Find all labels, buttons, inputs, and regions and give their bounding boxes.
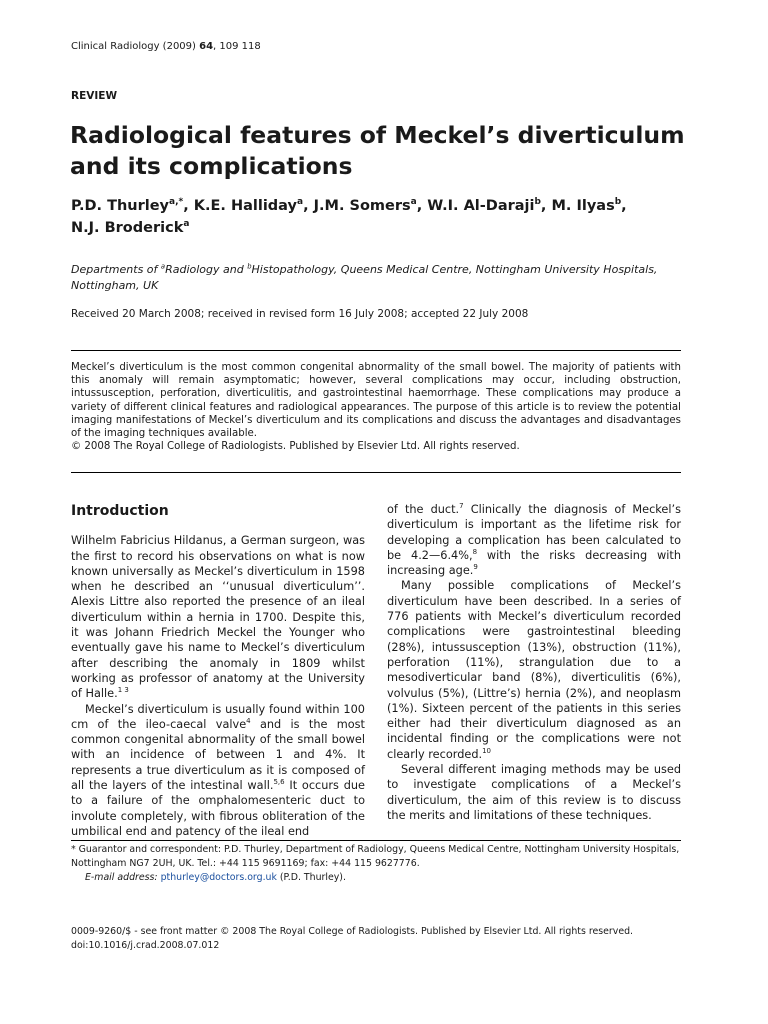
author-separator: ,: [183, 198, 194, 214]
abstract: [71, 361, 681, 453]
footnote: [71, 843, 681, 885]
paragraph-text: and is the most common congenital abnormality of the small bowel with an incidence of between 1 and 4%. It represents a true diverticulum as it is composed of all the layers of the intestinal wall.: [71, 717, 365, 793]
author-name: J.M. Somers: [313, 198, 411, 214]
affiliation-dept-a: Radiology and: [165, 263, 248, 276]
email-label: E-mail address:: [85, 872, 158, 883]
paragraph-text: Many possible complications of Meckel’s diverticulum have been described. In a series of 776 patients with Meckel’s diverticulum recorded complications were gastrointestinal bleeding (28%), intussusception (13%), obstruction (11%), perforation (11%), strangulation due to a mesodiverticular band (8%), diverticulitis (6%), volvulus (5%), (Littre’s) hernia (2%), and neoplasm (1%). Sixteen percent of the patients in this series either had their diverticulum diagnosed as an incidental finding or the complications were not clearly recorded.: [387, 579, 681, 761]
email-owner: (P.D. Thurley).: [276, 872, 346, 883]
author-affiliation-mark: a,*: [169, 197, 184, 208]
author-separator: ,: [621, 198, 627, 214]
footnote-correspondence: * Guarantor and correspondent: P.D. Thurley, Department of Radiology, Queens Medical Centre, Nottingham University Hospitals, Nottingham NG7 2UH, UK. Tel.: +44 115 9691169; fax: +44 115 9627776.: [71, 844, 680, 869]
footnote-email-line: [71, 871, 681, 885]
author-affiliation-mark: b: [534, 197, 541, 208]
journal-volume: 64: [199, 41, 214, 52]
footnote-rule: [71, 840, 681, 841]
author-name: M. Ilyas: [551, 198, 615, 214]
paragraph-continued: [387, 502, 681, 578]
citation-ref: 9: [473, 563, 478, 572]
journal-name: Clinical Radiology (2009): [71, 41, 200, 52]
paragraph-text: Several different imaging methods may be used to investigate complications of a Meckel’s diverticulum, the aim of this review is to discuss the merits and limitations of these techniques.: [387, 763, 681, 822]
body-column-right: [387, 502, 681, 823]
author-name: N.J. Broderick: [71, 220, 184, 236]
paragraph-text: with the risks decreasing with increasing age.: [387, 548, 681, 578]
email-link[interactable]: pthurley@doctors.org.uk: [160, 872, 277, 883]
citation-ref: 10: [482, 746, 492, 755]
affiliation-mark-a: a: [160, 262, 166, 271]
paragraph: [71, 533, 365, 701]
affiliation-mark-b: b: [247, 262, 252, 271]
paragraph: [387, 762, 681, 823]
article-history: Received 20 March 2008; received in revised form 16 July 2008; accepted 22 July 2008: [71, 308, 529, 320]
abstract-copyright: © 2008 The Royal College of Radiologists. Published by Elsevier Ltd. All rights reserved.: [71, 441, 520, 453]
paragraph: [387, 578, 681, 762]
author-affiliation-mark: b: [614, 197, 622, 208]
doi[interactable]: doi:10.1016/j.crad.2008.07.012: [71, 939, 220, 951]
citation-ref: 5,6: [273, 778, 285, 787]
author-name: W.I. Al-Daraji: [427, 198, 535, 214]
abstract-top-rule: [71, 350, 681, 351]
article-title: Radiological features of Meckel’s diverticulum and its complications: [70, 121, 685, 180]
affiliation-dept-b: Histopathology, Queens Medical Centre, Nottingham University Hospitals, Nottingham, UK: [71, 263, 658, 292]
section-type: REVIEW: [71, 90, 118, 102]
author-separator: ,: [416, 198, 428, 214]
paragraph-text: Clinically the diagnosis of Meckel’s diverticulum is important as the lifetime risk for developing a complication has been calculated to be 4.2—6.4%,: [387, 503, 681, 562]
paragraph-text: It occurs due to a failure of the omphalomesenteric duct to involute completely, with fibrous obliteration of the umbilical end and patency of the ileal end: [71, 779, 365, 838]
paragraph-text: Meckel’s diverticulum is usually found within 100 cm of the ileo-caecal valve: [71, 702, 365, 731]
author-separator: ,: [540, 198, 552, 214]
journal-pages: , 109 118: [213, 41, 261, 52]
author-affiliation-mark: a: [296, 197, 304, 208]
abstract-text: Meckel’s diverticulum is the most common congenital abnormality of the small bowel. The majority of patients with this anomaly will remain asymptomatic; however, several complications may occur, including obstruction, intussusception, perforation, diverticulitis, and gastrointestinal haemorrhage. These complications may produce a variety of different clinical features and radiological appearances. The purpose of this article is to review the potential imaging manifestations of Meckel’s diverticulum and its complications and discuss the advantages and disadvantages of the imaging techniques available.: [71, 362, 681, 440]
author-name: K.E. Halliday: [193, 198, 297, 214]
affiliation: [71, 262, 671, 293]
issn-block: [71, 925, 681, 952]
citation-ref: 1 3: [117, 686, 129, 695]
author-affiliation-mark: a: [410, 197, 417, 208]
citation-ref: 7: [459, 502, 464, 511]
author-separator: ,: [303, 198, 314, 214]
author-list: [71, 195, 691, 239]
citation-ref: 8: [472, 548, 478, 557]
paragraph: [71, 702, 365, 840]
body-column-left: [71, 502, 365, 839]
journal-citation: [71, 41, 261, 52]
author-name: P.D. Thurley: [71, 198, 170, 214]
paragraph-text: of the duct.: [387, 503, 460, 516]
author-affiliation-mark: a: [183, 219, 190, 230]
issn-copyright: 0009-9260/$ - see front matter © 2008 The Royal College of Radiologists. Published by Elsevier Ltd. All rights reserved.: [71, 926, 634, 937]
abstract-bottom-rule: [71, 472, 681, 473]
citation-ref: 4: [246, 717, 251, 726]
affiliation-prefix: Departments of: [71, 263, 161, 276]
paragraph-text: Wilhelm Fabricius Hildanus, a German surgeon, was the first to record his observations on what is now known universally as Meckel’s diverticulum in 1598 when he described an ‘‘unusual diverticulum’’. Alexis Littre also reported the presence of an ileal diverticulum within a hernia in 1700. Despite this, it was Johann Friedrich Meckel the Younger who eventually gave his name to Meckel’s diverticulum after describing the anomaly in 1809 whilst working as professor of anatomy at the University of Halle.: [71, 534, 365, 701]
section-heading-introduction: Introduction: [71, 503, 169, 519]
